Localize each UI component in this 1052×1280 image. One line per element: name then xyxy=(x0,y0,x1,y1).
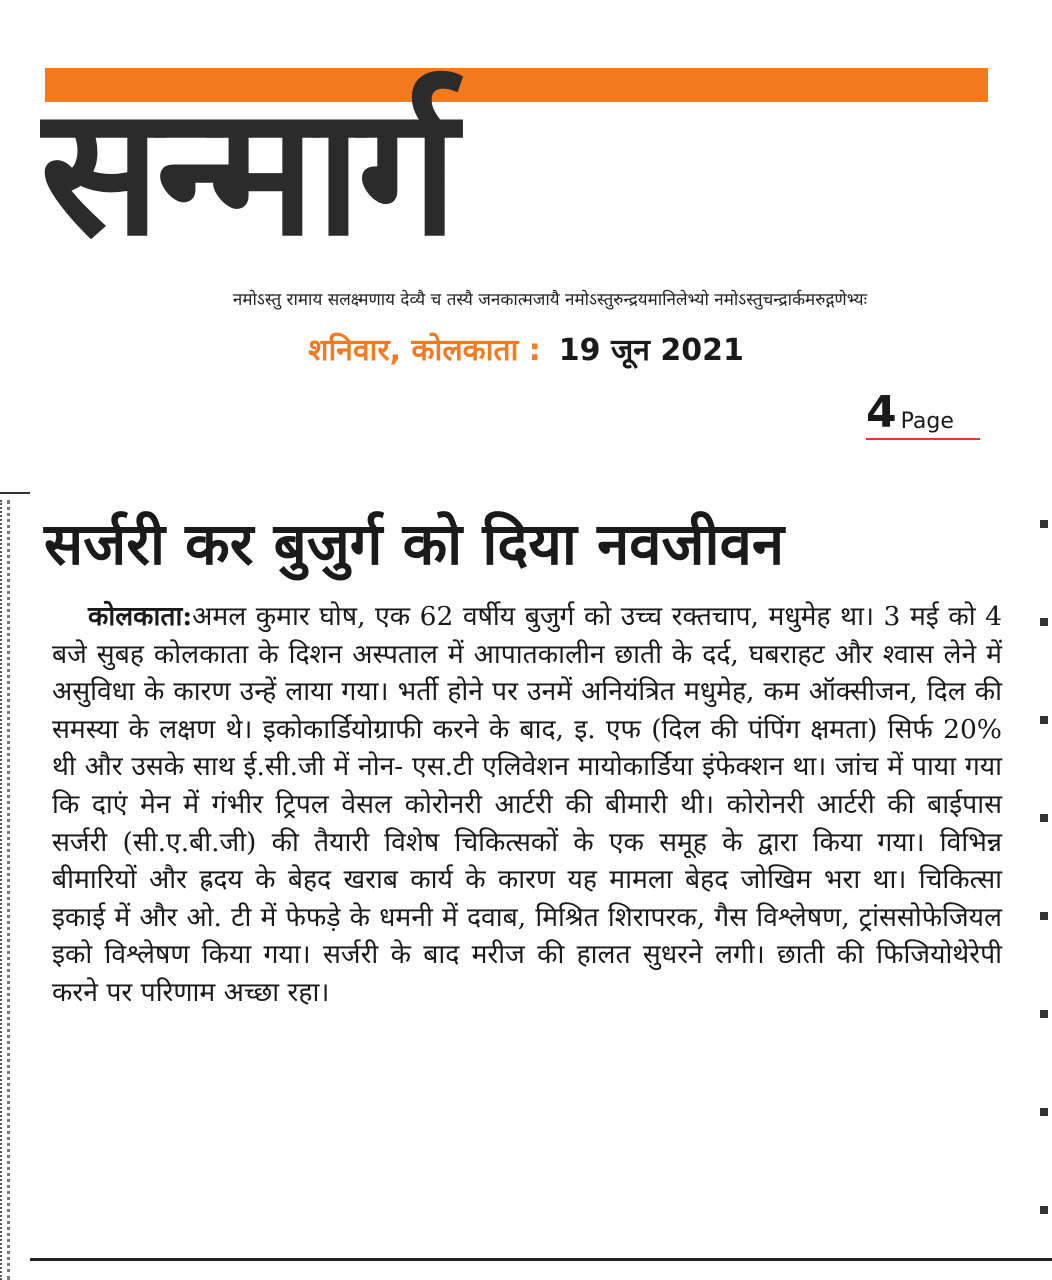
article-text: अमल कुमार घोष, एक 62 वर्षीय बुजुर्ग को उच्च रक्तचाप, मधुमेह था। 3 मई को 4 बजे सुबह कोलकाता के दिशन अस्पताल में आपातकालीन छाती के दर्द, घबराहट और श्वास लेने में असुविधा के कारण उन्हें लाया गया। भर्ती होने पर उनमें अनियंत्रित मधुमेह, कम ऑक्सीजन, दिल की समस्या के लक्षण थे। इकोकार्डियोग्राफी करने के बाद, इ. एफ (दिल की पंपिंग क्षमता) सिर्फ 20% थी और उसके साथ ई.सी.जी में नोन- एस.टी एलिवेशन मायोकार्डिया इंफेक्शन था। जांच में पाया गया कि दाएं मेन में गंभीर ट्रिपल वेसल कोरोनरी आर्टरी की बीमारी थी। कोरोनरी आर्टरी की बाईपास सर्जरी (सी.ए.बी.जी) की तैयारी विशेष चिकित्सकों के एक समूह के द्वारा किया गया। विभिन्न बीमारियों और ह्रदय के बेहद खराब कार्य के कारण यह मामला बेहद जोखिम भरा था। चिकित्सा इकाई में और ओ. टी में फेफड़े के धमनी में दवाब, मिश्रित शिरापरक, गैस विश्लेषण, ट्रांससोफेजियल इको विश्लेषण किया गया। सर्जरी के बाद मरीज की हालत सुधरने लगी। छाती की फिजियोथेरेपी करने पर परिणाम अच्छा रहा। xyxy=(52,601,1002,1008)
page-number: 4 xyxy=(866,387,897,438)
masthead-shloka: नमोऽस्तु रामाय सलक्ष्मणाय देव्यै च तस्यै जनकात्मजायै नमोऽस्तुरुन्द्रयमानिलेभ्यो नमोऽस्तुचन्द्रार्कमरुद्गणेभ्यः xyxy=(232,290,868,310)
article-headline: सर्जरी कर बुजुर्ग को दिया नवजीवन xyxy=(44,510,785,578)
edition-day-place: शनिवार, कोलकाता : xyxy=(308,333,541,368)
news-clipping xyxy=(0,480,1052,1280)
clipping-top-rule xyxy=(0,492,30,494)
newspaper-masthead xyxy=(0,0,1052,460)
clipping-bottom-rule xyxy=(30,1258,1052,1261)
article-body xyxy=(52,598,1002,1012)
clipping-left-border xyxy=(0,500,16,1280)
page-label: Page xyxy=(900,409,954,434)
edition-date: 19 जून 2021 xyxy=(558,333,744,368)
edition-dateline xyxy=(0,328,1052,369)
newspaper-logo: सन्मार्ग xyxy=(40,68,454,275)
article-dateline: कोलकाता: xyxy=(88,601,193,632)
clipping-right-edge xyxy=(1040,520,1052,1260)
page-indicator xyxy=(866,388,980,440)
